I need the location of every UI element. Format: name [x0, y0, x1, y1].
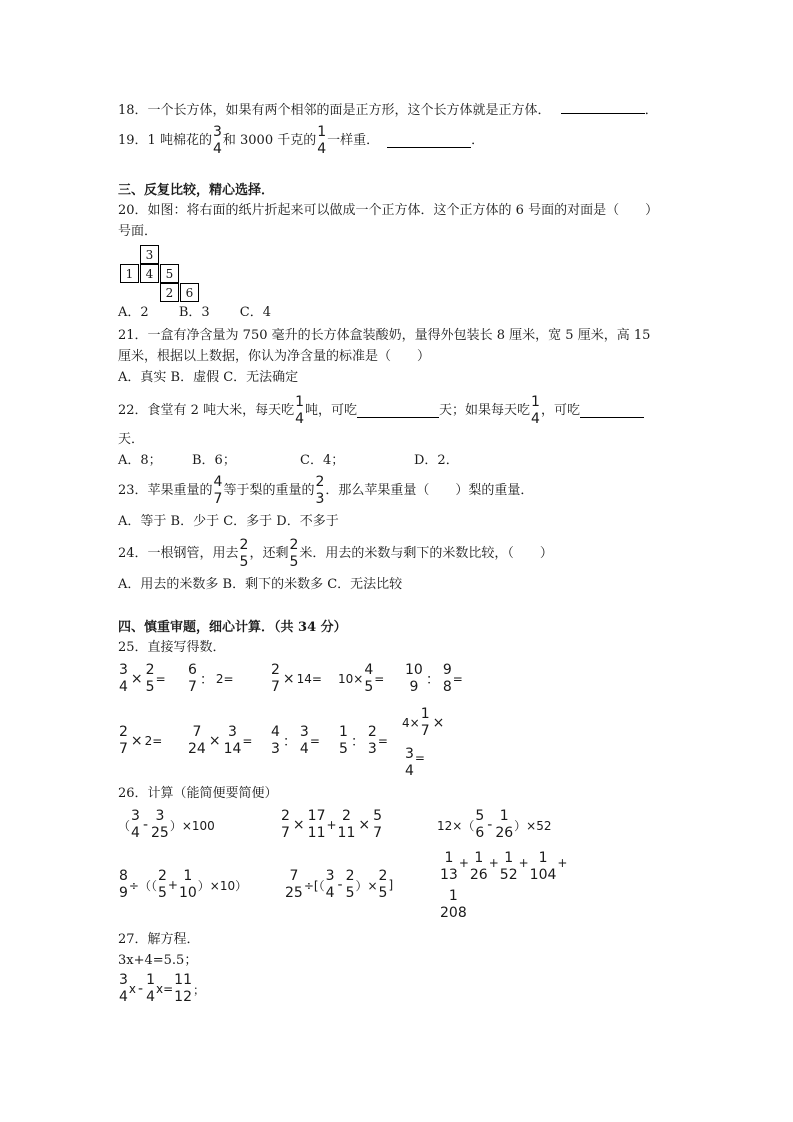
- q22-option-b[interactable]: B．6；: [192, 453, 236, 468]
- q22-text-mid1: 吨，可吃: [305, 403, 358, 418]
- q27-title: 27．解方程．: [118, 932, 200, 947]
- q25-item-8: 4 3 ： 3 4 =: [271, 724, 320, 757]
- q25-item-6: 2 7 × 2=: [119, 724, 163, 757]
- q21-line-1: 21．一盒有净含量为 750 毫升的长方体盒装酸奶，量得外包装长 8 厘米，宽 5 厘米，高 15: [118, 328, 651, 343]
- q20-line-1: 20．如图：将右面的纸片折起来可以做成一个正方体．这个正方体的 6 号面的对面是（ ）: [118, 203, 659, 218]
- q23-text-post: ．那么苹果重量（ ）梨的重量．: [325, 483, 534, 498]
- q26-title: 26．计算（能简便要简便）: [118, 786, 278, 801]
- net-face-6: 6: [180, 283, 199, 302]
- q22-text-mid3: ，可吃: [540, 403, 580, 418]
- q20-option-a[interactable]: A．2: [118, 305, 149, 320]
- q19-text-mid: 和 3000 千克的: [222, 133, 317, 148]
- q26-expr-6-line-2: 1 208: [440, 888, 467, 921]
- q19-number: 19．: [118, 133, 148, 148]
- q26-expr-1: （ 3 4 - 3 25 ）×100: [118, 808, 215, 841]
- net-face-5: 5: [160, 264, 179, 283]
- q25-item-7: 7 24 × 3 14 =: [188, 724, 253, 757]
- q22-line-2: 天．: [118, 432, 145, 447]
- q23-text-mid: 等于梨的重量的: [223, 483, 315, 498]
- question-19: [118, 124, 484, 158]
- net-face-3: 3: [140, 245, 159, 264]
- section-4-title: 四、慎重审题，细心计算．（共 34 分）: [118, 620, 347, 635]
- q24-text-post: 米．用去的米数与剩下的米数比较，（ ）: [299, 546, 553, 561]
- q25-item-9: 1 5 ： 2 3 =: [339, 724, 388, 757]
- q18-answer-blank[interactable]: [561, 101, 645, 114]
- q26-expr-5: 7 25 ÷[（ 3 4 - 2 5 ）× 2 5 ]: [285, 868, 394, 901]
- q23-fraction-1: 4 7: [213, 474, 223, 507]
- q25-item-1: 3 4 × 2 5 =: [119, 662, 166, 695]
- q22-option-a[interactable]: A．8；: [118, 453, 162, 468]
- q20-option-c[interactable]: C．4: [239, 305, 271, 320]
- q19-text-pre: 1 吨棉花的: [147, 133, 212, 148]
- q25-title: 25．直接写得数．: [118, 640, 226, 655]
- q25-item-3: 2 7 × 14=: [271, 662, 322, 695]
- q21-line-2: 厘米，根据以上数据，你认为净含量的标准是（ ）: [118, 349, 431, 364]
- question-18: [118, 101, 658, 119]
- q27-equation-1: 3x+4=5.5；: [118, 953, 198, 968]
- q26-expr-4: 8 9 ÷（（ 2 5 + 1 10 ）×10）: [119, 868, 248, 901]
- q23-fraction-2: 2 3: [315, 474, 325, 507]
- q22-answer-blank-2[interactable]: [580, 405, 644, 418]
- net-face-2: 2: [160, 283, 179, 302]
- q18-text: 一个长方体，如果有两个相邻的面是正方形，这个长方体就是正方体．: [147, 103, 551, 118]
- q25-item-10-line-1: 4× 1 7 ×: [402, 706, 445, 739]
- q25-item-4: 10× 4 5 =: [338, 662, 385, 695]
- q24-fraction-2: 2 5: [289, 537, 299, 570]
- q25-item-2: 6 7 ： 2=: [188, 662, 234, 695]
- q22-text-mid2: 天；如果每天吃: [439, 403, 531, 418]
- q18-end: ．: [644, 103, 658, 118]
- net-face-1: 1: [120, 264, 139, 283]
- q22-fraction-1: 1 4: [295, 394, 304, 427]
- q24-text-pre: 24．一根钢管，用去: [118, 546, 239, 561]
- q26-expr-2: 2 7 × 17 11 + 2 11 × 5 7: [281, 808, 383, 841]
- q22-option-d[interactable]: D．2．: [414, 453, 459, 468]
- q27-equation-2: 3 4 x - 1 4 x= 11 12 ；: [119, 972, 206, 1005]
- q23-options[interactable]: A．等于 B．少于 C．多于 D．不多于: [118, 514, 339, 529]
- q24-options[interactable]: A．用去的米数多 B．剩下的米数多 C．无法比较: [118, 577, 403, 592]
- question-22: [118, 394, 644, 428]
- q20-line-2: 号面．: [118, 224, 158, 239]
- q19-answer-blank[interactable]: [387, 135, 471, 148]
- q20-option-b[interactable]: B．3: [178, 305, 210, 320]
- q22-answer-blank-1[interactable]: [357, 405, 439, 418]
- question-23: [118, 474, 533, 508]
- q24-fraction-1: 2 5: [239, 537, 249, 570]
- q20-options: [118, 305, 271, 321]
- q25-item-5: 10 9 ： 9 8 =: [405, 662, 463, 695]
- q26-expr-3: 12×（ 5 6 - 1 26 ）×52: [437, 808, 552, 841]
- q25-item-10-line-2: 3 4 =: [405, 746, 425, 779]
- q19-fraction-2: 1 4: [317, 124, 327, 157]
- q22-option-c[interactable]: C．4；: [300, 453, 345, 468]
- section-3-title: 三、反复比较，精心选择．: [118, 183, 275, 198]
- net-face-4: 4: [140, 264, 159, 283]
- q19-end: ．: [471, 133, 485, 148]
- q22-text-pre: 22．食堂有 2 吨大米，每天吃: [118, 403, 295, 418]
- q24-text-mid: ，还剩: [249, 546, 289, 561]
- q22-options: [118, 453, 459, 469]
- q23-text-pre: 23．苹果重量的: [118, 483, 213, 498]
- question-24: [118, 537, 553, 571]
- q19-fraction-1: 3 4: [212, 124, 222, 157]
- q18-number: 18．: [118, 103, 148, 118]
- q21-options[interactable]: A．真实 B．虚假 C．无法确定: [118, 370, 299, 385]
- q22-fraction-2: 1 4: [531, 394, 540, 427]
- q19-text-post: 一样重．: [327, 133, 380, 148]
- q26-expr-6-line-1: 1 13 + 1 26 + 1 52 + 1 104 +: [440, 850, 568, 883]
